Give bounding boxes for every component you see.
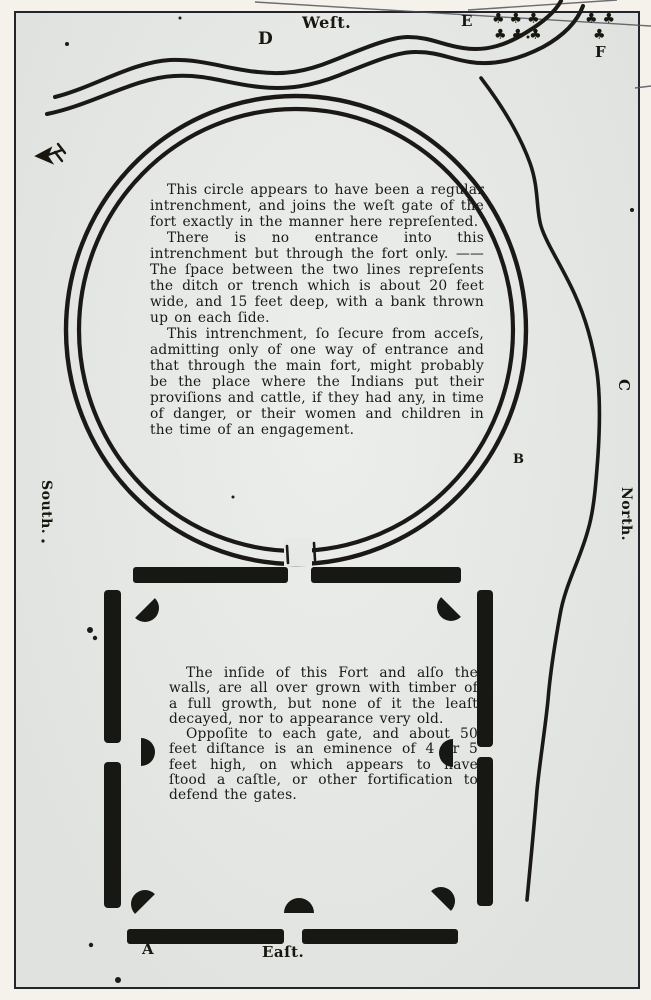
fort-note-paragraph-2: Oppoſite to each gate, and about 50 feet diſtance is an eminence of 4 or 5 feet high, on which appears to have ſtood a caſtle, or other fortification to defend the gates. bbox=[169, 726, 478, 804]
west-arrow-icon bbox=[37, 144, 65, 162]
fort-note-paragraph-1: The inſide of this Fort and alſo the walls, are all over grown with timber of a full growth, but none of it the leaſt decayed, nor to appearance very old. bbox=[169, 665, 478, 727]
wall-west-left bbox=[133, 567, 288, 583]
circle-note bbox=[150, 182, 484, 438]
mound-mid-left bbox=[141, 738, 155, 766]
marker-d: D bbox=[258, 29, 274, 49]
wall-west-right bbox=[311, 567, 461, 583]
label-west: Weſt. bbox=[302, 13, 352, 32]
tree-icons-f-row2: ♣ bbox=[593, 27, 611, 43]
tree-icons-e-row1: ♣♣♣ bbox=[492, 11, 545, 27]
mound-top-left bbox=[135, 598, 165, 628]
wall-north-upper bbox=[477, 590, 493, 747]
label-south: South. bbox=[38, 480, 54, 535]
tree-icons-e-row2: ♣♣♣ bbox=[494, 27, 547, 43]
wall-east-right bbox=[302, 929, 458, 944]
marker-b: B bbox=[513, 452, 525, 467]
wall-north-lower bbox=[477, 757, 493, 906]
mound-top-right bbox=[431, 597, 461, 627]
tree-icons-f-row1: ♣♣ bbox=[585, 11, 621, 27]
ink-specks bbox=[41, 17, 634, 984]
circle-note-paragraph-2: There is no entrance into this intrenchment but through the fort only. ——The ſpace between the two lines repreſents the ditch or trench which is about 20 feet wide, and 15 feet deep, with a bank thrown up on each ſide. bbox=[150, 230, 484, 326]
wall-south-upper bbox=[104, 590, 121, 743]
mound-bottom-right bbox=[431, 881, 461, 911]
label-east: Eaſt. bbox=[262, 943, 305, 961]
marker-a: A bbox=[142, 940, 155, 958]
wall-south-lower bbox=[104, 762, 121, 908]
marker-c: C bbox=[615, 379, 633, 392]
circle-note-paragraph-3: This intrenchment, ſo ſecure from acceſs, admitting only of one way of entrance and that through the main fort, might probably be the place where the Indians put their proviſions and cattle, if they had any, in time of danger, or their women and children in the time of an engagement. bbox=[150, 326, 484, 438]
circle-note-paragraph-1: This circle appears to have been a regular intrenchment, and joins the weſt gate of the fort exactly in the manner here repreſented. bbox=[150, 182, 484, 230]
mound-bottom-middle bbox=[284, 898, 314, 913]
label-north: North. bbox=[618, 487, 634, 542]
marker-f: F bbox=[595, 43, 607, 61]
fort-note bbox=[169, 666, 478, 804]
marker-e: E bbox=[461, 12, 473, 30]
mound-bottom-left bbox=[125, 884, 155, 914]
river-line bbox=[481, 78, 599, 900]
